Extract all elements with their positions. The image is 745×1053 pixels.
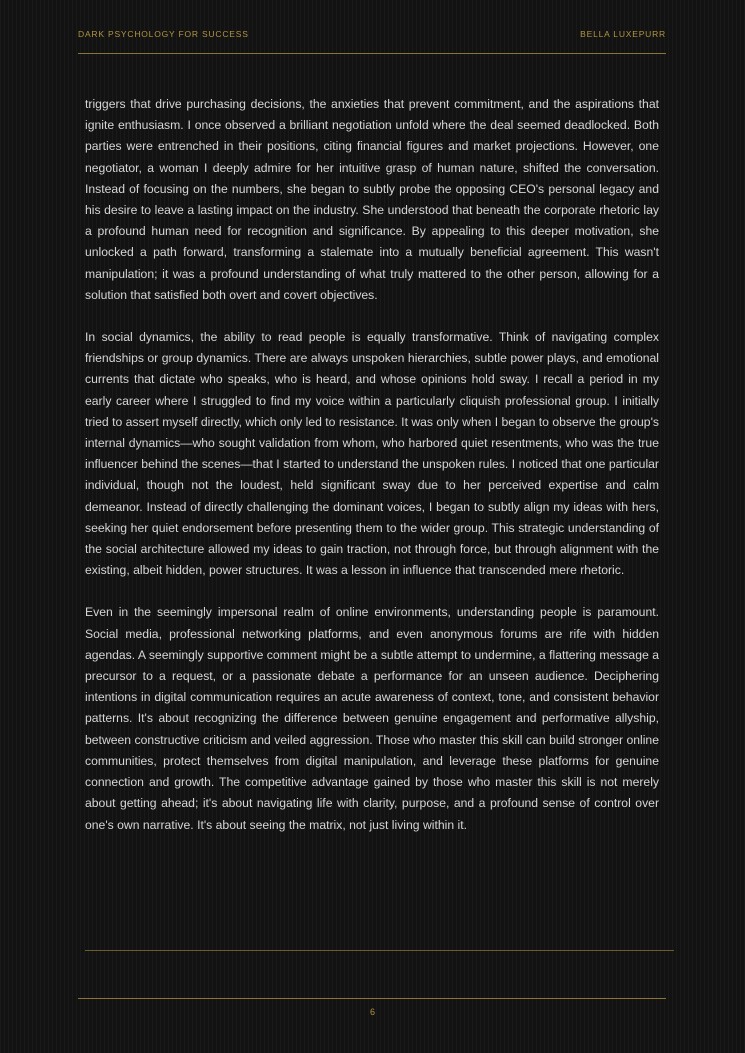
running-header <box>78 29 666 54</box>
page-number: 6 <box>369 1007 375 1017</box>
author-name: BELLA LUXEPURR <box>580 29 666 39</box>
page-body <box>85 94 659 857</box>
book-title: DARK PSYCHOLOGY FOR SUCCESS <box>78 29 249 39</box>
paragraph: In social dynamics, the ability to read people is equally transformative. Think of navigating complex friendships or group dynamics. There are always unspoken hierarchies, subtle power plays, and emotional currents that dictate who speaks, who is heard, and whose opinions hold sway. I recall a period in my early career where I struggled to find my voice within a particularly cliquish professional group. I initially tried to assert myself directly, which only led to resistance. It was only when I began to observe the group's internal dynamics—who sought validation from whom, who harbored quiet resentments, who was the true influencer behind the scenes—that I started to understand the unspoken rules. I noticed that one particular individual, though not the loudest, held significant sway due to her perceived expertise and calm demeanor. Instead of directly challenging the dominant voices, I began to subtly align my ideas with hers, seeking her quiet endorsement before presenting them to the wider group. This strategic understanding of the social architecture allowed my ideas to gain traction, not through force, but through alignment with the existing, albeit hidden, power structures. It was a lesson in influence that transcended mere rhetoric. <box>85 330 659 578</box>
paragraph: Even in the seemingly impersonal realm of online environments, understanding people is paramount. Social media, professional networking platforms, and even anonymous forums are rife with hidden agendas. A seemingly supportive comment might be a subtle attempt to undermine, a flattering message a precursor to a request, or a passionate debate a performance for an unseen audience. Deciphering intentions in digital communication requires an acute awareness of context, tone, and consistent behavior patterns. It's about recognizing the difference between genuine engagement and performative allyship, between constructive criticism and veiled aggression. Those who master this skill can build stronger online communities, protect themselves from digital manipulation, and leverage these platforms for genuine connection and growth. The competitive advantage gained by those who master this skill is not merely about getting ahead; it's about navigating life with clarity, purpose, and a profound sense of control over one's own narrative. It's about seeing the matrix, not just living within it. <box>85 605 659 832</box>
footer-divider <box>78 998 666 999</box>
paragraph: triggers that drive purchasing decisions, the anxieties that prevent commitment, and the aspirations that ignite enthusiasm. I once observed a brilliant negotiation unfold where the deal seemed deadlocked. Both parties were entrenched in their positions, citing financial figures and market projections. However, one negotiator, a woman I deeply admire for her intuitive grasp of human nature, shifted the conversation. Instead of focusing on the numbers, she began to subtly probe the opposing CEO's personal legacy and his desire to leave a lasting impact on the industry. She understood that beneath the corporate rhetoric lay a profound human need for recognition and significance. By appealing to this deeper motivation, she unlocked a path forward, transforming a stalemate into a mutually beneficial agreement. This wasn't manipulation; it was a profound understanding of what truly mattered to the other person, allowing for a solution that satisfied both overt and covert objectives. <box>85 97 659 302</box>
section-divider <box>85 950 674 951</box>
